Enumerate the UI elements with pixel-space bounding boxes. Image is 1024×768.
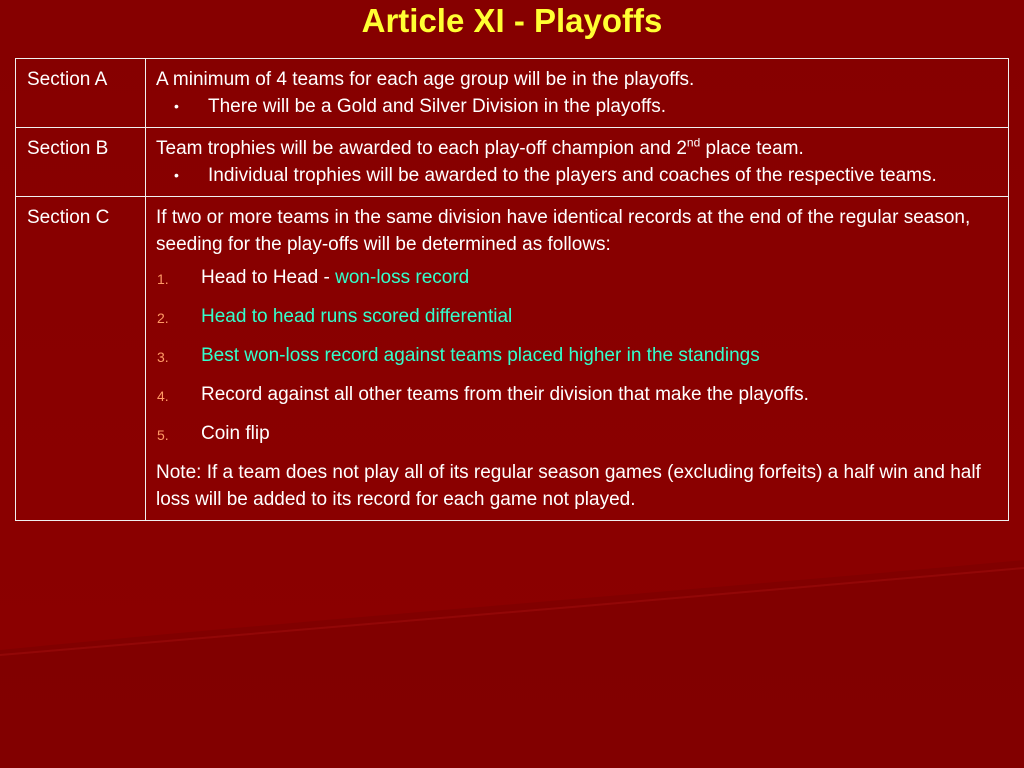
list-item [156, 264, 998, 291]
bullet-text: There will be a Gold and Silver Division in the playoffs. [208, 96, 666, 117]
item-text: Record against all other teams from their division that make the playoffs. [201, 384, 809, 405]
item-highlight: won-loss record [335, 267, 470, 288]
list-number: 3. [157, 349, 169, 365]
section-content [146, 59, 1009, 128]
list-item [156, 342, 998, 369]
table-row [16, 59, 1009, 128]
list-number: 5. [157, 427, 169, 443]
list-item [156, 381, 998, 408]
bullet-icon: • [174, 98, 179, 114]
table-row [16, 197, 1009, 521]
section-label: Section B [16, 128, 146, 197]
item-highlight: Best won-loss record against teams placed higher in the standings [201, 345, 760, 366]
section-intro: If two or more teams in the same division have identical records at the end of the regular season, seeding for the play-offs will be determined as follows: [156, 207, 971, 255]
item-text: Head to Head - [201, 267, 336, 288]
list-number: 1. [157, 271, 169, 287]
slide-title: Article XI - Playoffs [361, 2, 663, 39]
section-text [156, 135, 998, 162]
ordinal-suffix: nd [686, 135, 701, 150]
bullet-icon: • [174, 167, 179, 183]
section-text-part: Team trophies will be awarded to each play-off champion and 2 [156, 138, 687, 159]
rules-table [15, 58, 1009, 521]
section-label: Section A [16, 59, 146, 128]
item-text: Coin flip [201, 423, 270, 444]
section-note: Note: If a team does not play all of its regular season games (excluding forfeits) a half win and half loss will be added to its record for each game not played. [156, 462, 981, 510]
section-text: A minimum of 4 teams for each age group will be in the playoffs. [156, 69, 695, 90]
section-content [146, 197, 1009, 521]
seeding-list [156, 264, 998, 447]
list-number: 2. [157, 310, 169, 326]
item-highlight: Head to head runs scored differential [201, 306, 513, 327]
list-number: 4. [157, 388, 169, 404]
section-label: Section C [16, 197, 146, 521]
bullet-item [156, 93, 998, 120]
section-text-part: place team. [700, 138, 804, 159]
list-item [156, 303, 998, 330]
table-row [16, 128, 1009, 197]
section-content [146, 128, 1009, 197]
list-item [156, 420, 998, 447]
bullet-item [156, 162, 998, 189]
bullet-text: Individual trophies will be awarded to the players and coaches of the respective teams. [208, 165, 937, 186]
